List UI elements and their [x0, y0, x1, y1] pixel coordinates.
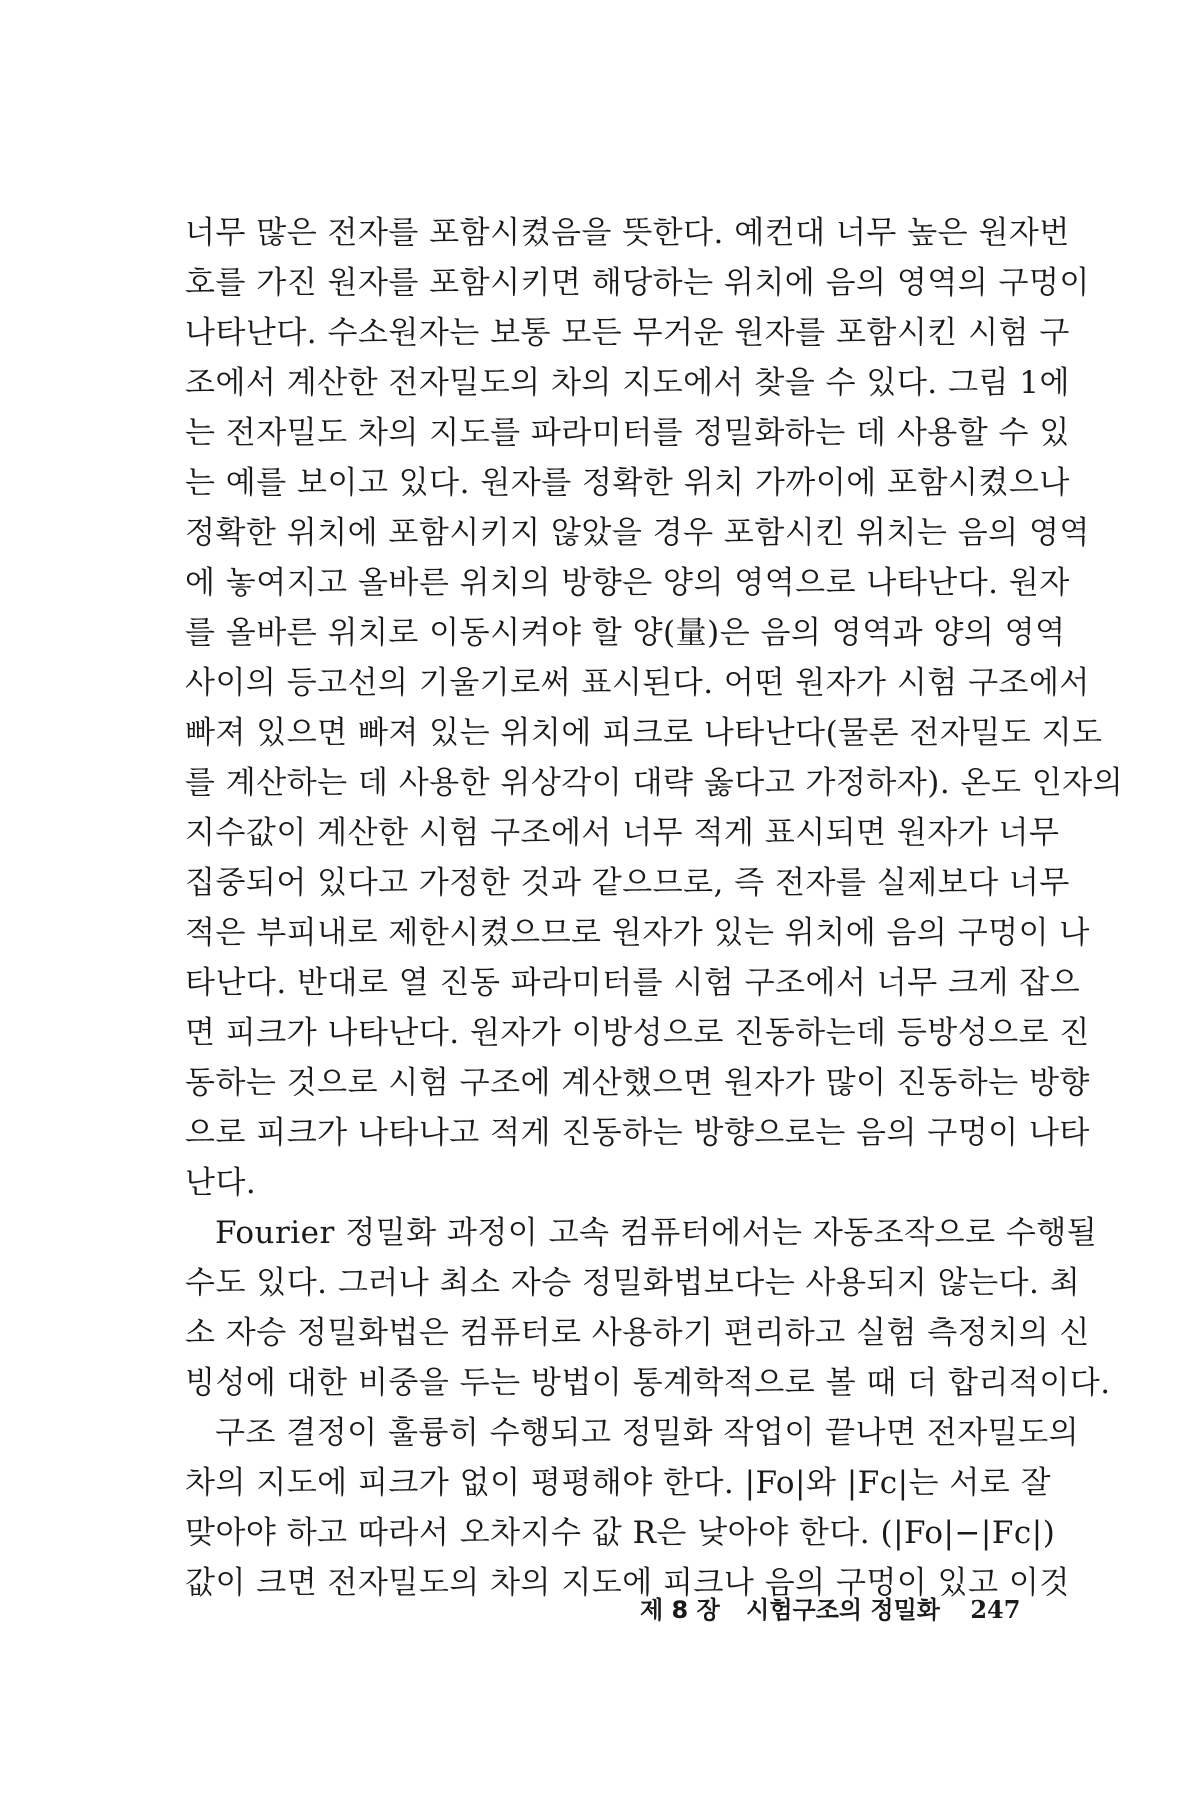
text-line: 는 전자밀도 차의 지도를 파라미터를 정밀화하는 데 사용할 수 있 [185, 415, 1070, 451]
text-line: 를 계산하는 데 사용한 위상각이 대략 옳다고 가정하자). 온도 인자의 [185, 765, 1124, 801]
text-line: 빠져 있으면 빠져 있는 위치에 피크로 나타난다(물론 전자밀도 지도 [185, 715, 1103, 751]
text-line: 나타난다. 수소원자는 보통 모든 무거운 원자를 포함시킨 시험 구 [185, 315, 1070, 351]
text-line: 는 예를 보이고 있다. 원자를 정확한 위치 가까이에 포함시켰으나 [185, 465, 1070, 501]
body-text [185, 208, 1124, 1608]
page-number: 247 [970, 1595, 1021, 1624]
text-line: Fourier 정밀화 과정이 고속 컴퓨터에서는 자동조작으로 수행될 [215, 1215, 1098, 1251]
text-line: 으로 피크가 나타나고 적게 진동하는 방향으로는 음의 구멍이 나타 [185, 1115, 1090, 1151]
chapter-title: 시험구조의 정밀화 [746, 1596, 940, 1624]
text-line: 를 올바른 위치로 이동시켜야 할 양(量)은 음의 영역과 양의 영역 [185, 615, 1066, 651]
text-line: 너무 많은 전자를 포함시켰음을 뜻한다. 예컨대 너무 높은 원자번 [185, 215, 1070, 251]
text-line: 빙성에 대한 비중을 두는 방법이 통계학적으로 볼 때 더 합리적이다. [185, 1365, 1111, 1401]
text-line: 적은 부피내로 제한시켰으므로 원자가 있는 위치에 음의 구멍이 나 [185, 915, 1090, 951]
text-line: 동하는 것으로 시험 구조에 계산했으면 원자가 많이 진동하는 방향 [185, 1065, 1090, 1101]
text-line: 차의 지도에 피크가 없이 평평해야 한다. |Fo|와 |Fc|는 서로 잘 [185, 1465, 1052, 1501]
page-footer [640, 1590, 1020, 1625]
text-line: 값이 크면 전자밀도의 차의 지도에 피크나 음의 구멍이 있고 이것 [185, 1565, 1070, 1601]
paragraph-2 [185, 1208, 1111, 1408]
text-line: 맞아야 하고 따라서 오차지수 값 R은 낮아야 한다. (|Fo|−|Fc|) [185, 1515, 1056, 1551]
text-line: 집중되어 있다고 가정한 것과 같으므로, 즉 전자를 실제보다 너무 [185, 865, 1070, 901]
text-line: 정확한 위치에 포함시키지 않았을 경우 포함시킨 위치는 음의 영역 [185, 515, 1090, 551]
text-line: 수도 있다. 그러나 최소 자승 정밀화법보다는 사용되지 않는다. 최 [185, 1265, 1081, 1301]
text-line: 면 피크가 나타난다. 원자가 이방성으로 진동하는데 등방성으로 진 [185, 1015, 1090, 1051]
chapter-label: 제 8 장 [640, 1596, 720, 1624]
paragraph-1 [185, 208, 1124, 1208]
text-line: 타난다. 반대로 열 진동 파라미터를 시험 구조에서 너무 크게 잡으 [185, 965, 1081, 1001]
text-line: 구조 결정이 훌륭히 수행되고 정밀화 작업이 끝나면 전자밀도의 [215, 1415, 1080, 1451]
text-line: 에 놓여지고 올바른 위치의 방향은 양의 영역으로 나타난다. 원자 [185, 565, 1070, 601]
text-line: 사이의 등고선의 기울기로써 표시된다. 어떤 원자가 시험 구조에서 [185, 665, 1090, 701]
text-line: 난다. [185, 1165, 257, 1201]
text-line: 지수값이 계산한 시험 구조에서 너무 적게 표시되면 원자가 너무 [185, 815, 1060, 851]
text-line: 소 자승 정밀화법은 컴퓨터로 사용하기 편리하고 실험 측정치의 신 [185, 1315, 1090, 1351]
paragraph-3 [185, 1408, 1080, 1608]
text-line: 조에서 계산한 전자밀도의 차의 지도에서 찾을 수 있다. 그림 1에 [185, 365, 1070, 401]
text-line: 호를 가진 원자를 포함시키면 해당하는 위치에 음의 영역의 구멍이 [185, 265, 1090, 301]
